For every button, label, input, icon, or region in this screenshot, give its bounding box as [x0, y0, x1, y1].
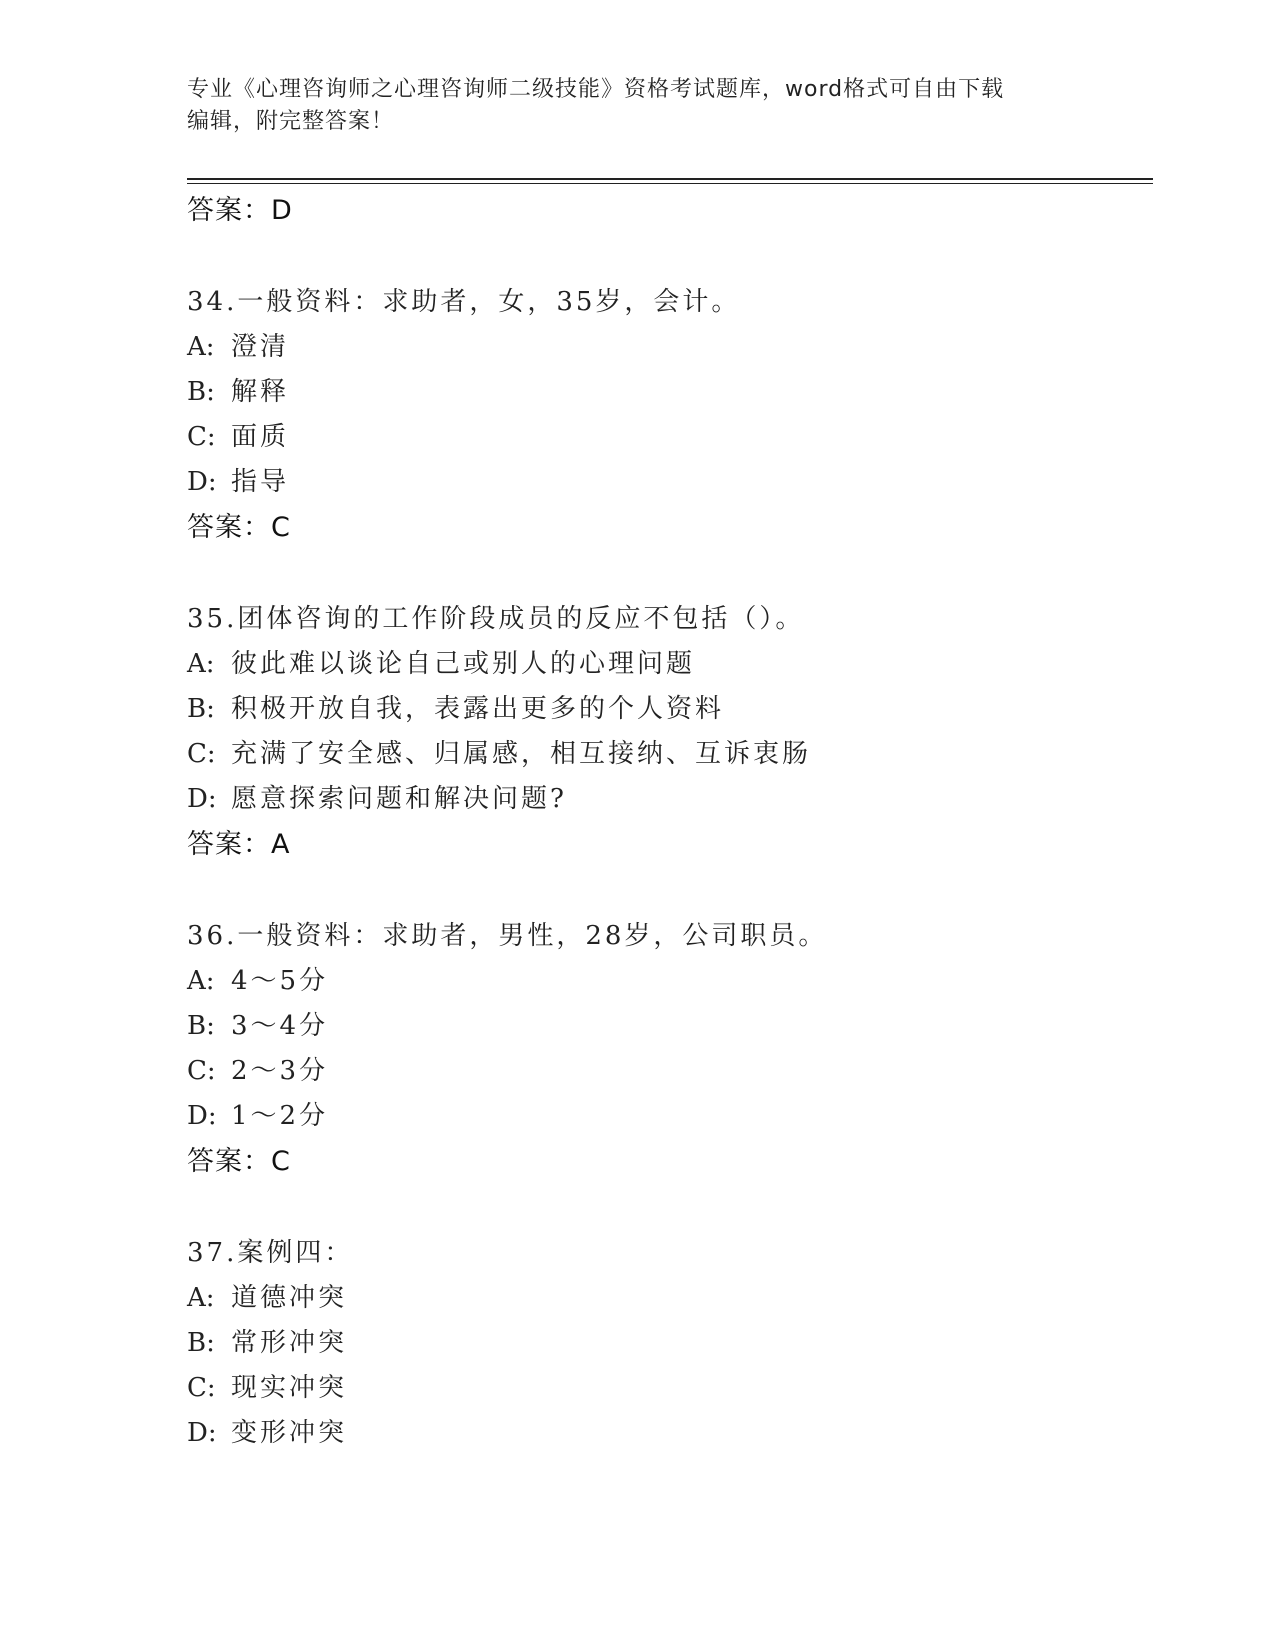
option-text: 澄清 — [231, 332, 290, 362]
question-block — [187, 1231, 1147, 1456]
option-a — [187, 959, 1147, 1004]
spacer — [187, 233, 1147, 280]
option-key: C: — [187, 739, 216, 769]
option-key: A: — [187, 1283, 215, 1313]
option-b — [187, 1004, 1147, 1049]
option-text: 面质 — [231, 422, 290, 452]
option-d — [187, 777, 1147, 822]
option-text: 解释 — [231, 377, 290, 407]
option-b — [187, 370, 1147, 415]
answer-line: 答案：C — [187, 512, 291, 543]
question-stem: 37.案例四： — [187, 1238, 354, 1268]
option-d — [187, 1094, 1147, 1139]
option-text: 4～5分 — [231, 966, 329, 996]
page-header — [187, 74, 1087, 138]
option-text: 彼此难以谈论自己或别人的心理问题 — [231, 649, 696, 679]
option-b — [187, 687, 1147, 732]
option-key: B: — [187, 694, 215, 724]
header-divider — [187, 178, 1153, 184]
option-text: 1～2分 — [231, 1101, 329, 1131]
question-block — [187, 597, 1147, 867]
option-text: 现实冲突 — [231, 1373, 348, 1403]
option-text: 愿意探索问题和解决问题? — [231, 784, 567, 814]
option-a — [187, 642, 1147, 687]
option-a — [187, 1276, 1147, 1321]
option-text: 常形冲突 — [231, 1328, 348, 1358]
option-d — [187, 1411, 1147, 1456]
option-text: 道德冲突 — [231, 1283, 348, 1313]
option-key: C: — [187, 1373, 216, 1403]
option-a — [187, 325, 1147, 370]
option-text: 变形冲突 — [231, 1418, 348, 1448]
option-c — [187, 415, 1147, 460]
option-text: 积极开放自我，表露出更多的个人资料 — [231, 694, 725, 724]
option-key: B: — [187, 1011, 215, 1041]
option-key: D: — [187, 1418, 217, 1448]
option-key: C: — [187, 1056, 216, 1086]
answer-line: 答案：A — [187, 829, 291, 860]
option-c — [187, 732, 1147, 777]
option-key: B: — [187, 1328, 215, 1358]
option-text: 指导 — [231, 467, 290, 497]
option-text: 3～4分 — [231, 1011, 329, 1041]
question-block — [187, 914, 1147, 1184]
question-list — [187, 188, 1147, 1456]
question-stem: 34.一般资料：求助者，女，35岁，会计。 — [187, 287, 741, 317]
option-key: D: — [187, 784, 217, 814]
option-key: A: — [187, 966, 215, 996]
answer-line: 答案：D — [187, 195, 293, 226]
option-key: D: — [187, 467, 217, 497]
option-key: B: — [187, 377, 215, 407]
header-line-1: 专业《心理咨询师之心理咨询师二级技能》资格考试题库，word格式可自由下载 — [187, 77, 1005, 102]
option-key: A: — [187, 649, 215, 679]
option-d — [187, 460, 1147, 505]
question-stem: 36.一般资料：求助者，男性，28岁，公司职员。 — [187, 921, 828, 951]
option-key: A: — [187, 332, 215, 362]
option-key: C: — [187, 422, 216, 452]
option-c — [187, 1049, 1147, 1094]
spacer — [187, 550, 1147, 597]
question-stem: 35.团体咨询的工作阶段成员的反应不包括（）。 — [187, 604, 805, 634]
header-line-2: 编辑，附完整答案！ — [187, 109, 395, 134]
spacer — [187, 1184, 1147, 1231]
option-key: D: — [187, 1101, 217, 1131]
question-block — [187, 280, 1147, 550]
option-b — [187, 1321, 1147, 1366]
spacer — [187, 867, 1147, 914]
option-text: 2～3分 — [231, 1056, 329, 1086]
option-text: 充满了安全感、归属感，相互接纳、互诉衷肠 — [231, 739, 812, 769]
answer-line: 答案：C — [187, 1146, 291, 1177]
option-c — [187, 1366, 1147, 1411]
